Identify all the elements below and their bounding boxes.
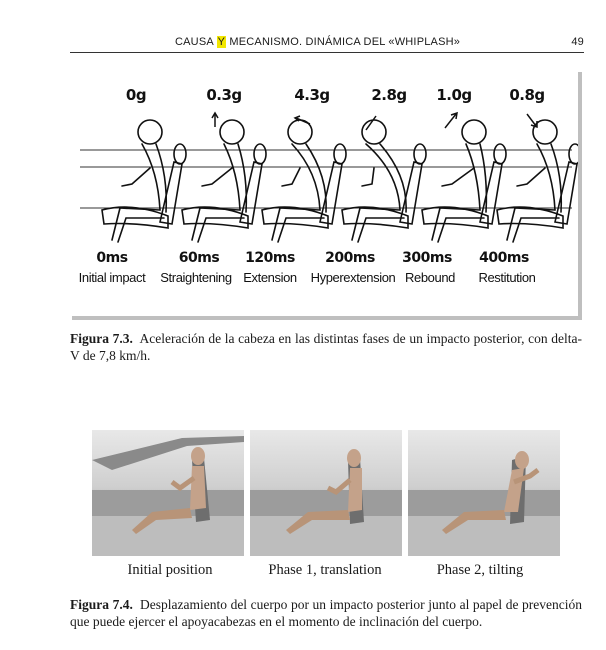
figure-7-4-caption: Figura 7.4. Desplazamiento del cuerpo por un impacto posterior junto al papel de prevención que puede ejercer el apoyacabezas en el momento de inclinación del cuerpo. <box>70 597 583 629</box>
time-label-0: 0ms <box>96 250 128 266</box>
phase-label-2: Extension <box>243 270 297 285</box>
phase-label-3: Hyperextension <box>310 270 396 285</box>
accel-label-1: 0.3g <box>206 86 242 104</box>
phase-label-4: Rebound <box>405 270 455 285</box>
highlighted-word: Y <box>217 36 226 48</box>
chapter-title: CAUSA Y MECANISMO. DINÁMICA DEL «WHIPLASH» <box>175 36 461 48</box>
figure-7-4 <box>84 430 570 588</box>
occupant-figure <box>422 120 506 242</box>
occupant-figure <box>262 120 346 242</box>
header-rule <box>70 52 584 53</box>
phase-label-0: Initial impact <box>78 270 146 285</box>
panel-label-2: Phase 2, tilting <box>436 562 524 578</box>
occupant-figure <box>342 120 426 242</box>
panel-phase-2-tilting <box>408 430 560 556</box>
occupant-figure <box>102 120 186 242</box>
occupant-figure <box>497 120 578 242</box>
running-header <box>70 34 584 52</box>
time-label-2: 120ms <box>245 250 295 266</box>
panel-initial-position <box>92 430 244 556</box>
figure-7-3 <box>72 72 582 320</box>
accel-label-0: 0g <box>125 86 147 104</box>
occupant-figure <box>182 120 266 242</box>
phase-label-1: Straightening <box>160 270 232 285</box>
time-label-1: 60ms <box>178 250 220 266</box>
accel-label-5: 0.8g <box>509 86 545 104</box>
time-label-4: 300ms <box>402 250 452 266</box>
phase-label-5: Restitution <box>478 270 536 285</box>
panel-label-0: Initial position <box>127 562 213 578</box>
page-number: 49 <box>571 36 584 48</box>
accel-label-2: 4.3g <box>294 86 330 104</box>
time-label-5: 400ms <box>479 250 529 266</box>
accel-label-3: 2.8g <box>371 86 407 104</box>
figure-7-3-caption: Figura 7.3. Aceleración de la cabeza en las distintas fases de un impacto posterior, con delta-V de 7,8 km/h. <box>70 331 582 363</box>
time-label-3: 200ms <box>325 250 375 266</box>
panel-phase-1-translation <box>250 430 402 556</box>
accel-label-4: 1.0g <box>436 86 472 104</box>
panel-label-1: Phase 1, translation <box>268 562 382 578</box>
